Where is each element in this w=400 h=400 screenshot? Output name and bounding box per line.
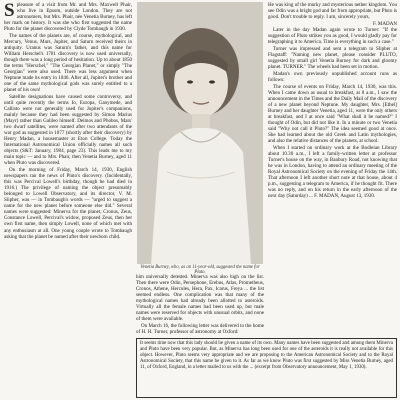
paragraph: Turner was impressed and sent a telegram to Slipher at Flagstaff: "Naming new planet, please consider PLUTO, suggested by small girl Venetia Burney for dark and gloomy planet. TURNER." The wheels had been set in motion. bbox=[268, 46, 397, 71]
paragraph: On the morning of Friday, March 14, 1930, English newspapers ran the news of Pluto's discovery. (Incidentally, this was Percival Lowell's birthday, though he had died in 1916.) The privilege of naming the object presumably belonged to Lowell Observatory, and its director, V. M. Slipher, was — in Tombaugh's words — "urged to suggest a name for the new planet before someone else did." Several names were suggested: Minerva for the planet, Cronus, Zeus, Constance Lowell, Percival's widow, proposed Zeus, then her own first name, then simply Lowell, none of which met with any enthusiasm at all. One young couple wrote to Tombaugh asking that the planet be named after their newborn child. bbox=[4, 167, 132, 240]
paragraph: The course of events on Friday, March 14, 1930, was this. When I came down as usual to breakfast, at 8 a.m., I saw the announcement in the Times and the Daily Mail of the discovery of a new planet beyond Neptune. My daughter, Mrs. [Ethel] Burney and her daughter Venetia, aged 11, were the only others at breakfast, and I at once said "What shall it be named?" I thought of Odin, but did not like it. In a minute or two Venetia said "Why not call it Pluto?" The idea seemed good at once. She had learned about the old Greek and Latin mythologies, and also the relative distances of the planets, at school. bbox=[268, 83, 397, 144]
article-column-2 bbox=[136, 274, 264, 336]
paragraph: The names of the planets are, of course, mythological, and Mercury, Venus, Mars, Jupiter, and Saturn received theirs in antiquity. Uranus was Saturn's father, and this name for William Herschel's 1781 discovery is now used universally, though there was a long period of hesitation. Up to about 1850 the terms "Herschel," "The Georgian Planet," or simply "The Georgian" were also used. There was less argument when Neptune made its entry in 1846. After all, Jupiter's brother and one of the same mythological gods was surely entitled to a planet of his own! bbox=[4, 32, 132, 94]
signature: F. MADAN bbox=[373, 20, 397, 27]
photo-caption: Venetia Burney, who, as an 11-year-old, suggested the name for Pluto. bbox=[140, 265, 260, 276]
drop-cap: S bbox=[4, 0, 15, 21]
paragraph: pleasure of a visit from Mr. and Mrs. Maxwell Phair, who live in Epsom, outside London. They are not astronomers, but Mrs. Phair, née Venetia Burney, has left her mark on history. It was she who first suggested the name Pluto for the planet discovered by Clyde Tombaugh in 1930. bbox=[4, 2, 132, 33]
paragraph: On March 16, the following letter was delivered to the home of H. H. Turner, professor of astronomy at Oxford: bbox=[136, 322, 264, 336]
excerpt-text: It seems time now that this lady should be given a name of its own. Many names have been suggested and among them Minerva and Pluto have been very popular. But, as Minerva has long been used for one of the asteroids it is really not available for this object. However, Pluto seems very appropriate and we are proposing to the American Astronomical Society and to the Royal Astronomical Society, that this name be given to it. As far as we know Pluto was first suggested by Miss Venetia Burney, aged 11, of Oxford, England, in a letter mailed to us with the ... (excerpt from Observatory announcement, May 1, 1930). bbox=[140, 341, 393, 370]
paragraph: Later in the day Madan again wrote to Turner: "If the suggestion of Pluto strikes you as good, I would gladly pay for telegraphing it to America. Time is everything in such a case." bbox=[268, 27, 397, 46]
paragraph: When I started on ordinary work at the Bodleian Library about 10.30 a.m., I left a family-written letter at professor Turner's house on the way, in Banbury Road, not knowing that he was in London, having to attend an ordinary meeting of the Royal Astronomical Society on the evening of Friday the 14th. That afternoon I left another short note at that house, about 4 p.m., suggesting a telegram to America, if he thought fit. There was no reply, and on his return in the early afternoon of the next day (Saturday) ... F. MADAN, August 13, 1930. bbox=[268, 144, 397, 200]
article-column-3 bbox=[268, 2, 397, 200]
boxed-excerpt bbox=[136, 338, 397, 398]
article-column-1 bbox=[4, 2, 132, 240]
portrait-photo bbox=[137, 2, 263, 264]
paragraph: Madan's own previously unpublished account runs as follows: bbox=[268, 70, 397, 83]
paragraph: him universally detested. Minerva was also high on the list. Then there were Odin, Persephone, Erebus, Atlas, Prometheus, Cronos, Athene, Hercules, Hera, Pax, Icarus, Freya ... the list seemed endless. One complication was that many of the mythological names had already been allotted to asteroids. Virtually all the female names had been used up, but male names were reserved for objects with unusual orbits, and none of them were available. bbox=[136, 274, 264, 323]
paragraph: Satellite designations have caused some controversy, and until quite recently the terms Io, Europa, Ganymede, and Callisto were not generally used for Jupiter's companions, mainly because they had been suggested by Simon Marius (Mayr) rather than Galileo himself. Deimos and Phobos, Mars' two dwarf satellites, were named after two attendants of the war god as suggested in 1877 (shortly after their discovery) by Henry Madan, a housemaster at Eton College. Today the International Astronomical Union officially names all such objects (S&T: January, 1984, page 23). This leads me to my main topic — and to Mrs. Phair, then Venetia Burney, aged 11 when Pluto was discovered. bbox=[4, 93, 132, 167]
paragraph: He was king of the murky and mysterious nether kingdom. You see Odin was a bright god and far from appropriate, but Pluto is good. Don't trouble to reply. I am, sincerely yours, bbox=[268, 2, 397, 21]
